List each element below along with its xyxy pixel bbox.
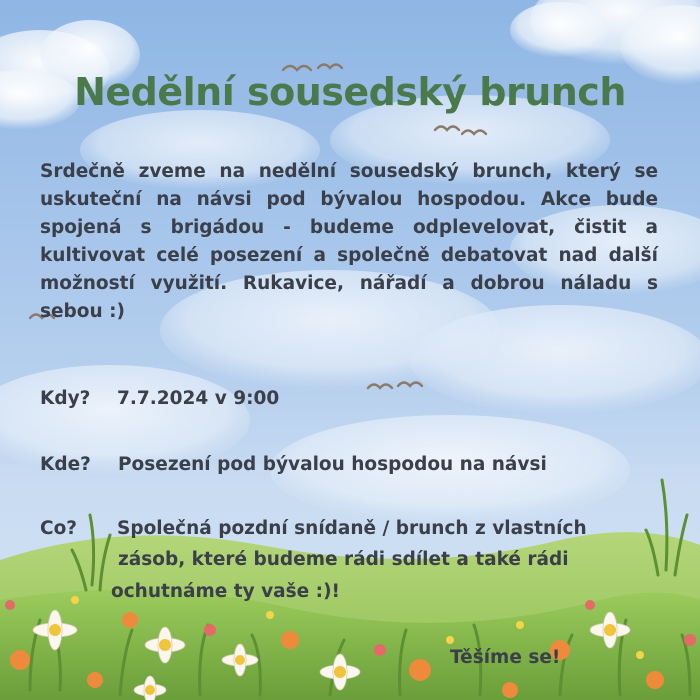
what-line: ochutnáme ty vaše :)! xyxy=(111,581,340,602)
when-value: 7.7.2024 v 9:00 xyxy=(117,388,280,409)
what-label: Co? xyxy=(40,518,78,539)
when-label: Kdy? xyxy=(40,388,91,409)
where-value: Posezení pod bývalou hospodou na návsi xyxy=(118,454,547,475)
poster-title: Nedělní sousedský brunch xyxy=(74,70,626,114)
what-line: Společná pozdní snídaně / brunch z vlastních xyxy=(117,518,587,539)
where-label: Kde? xyxy=(40,454,91,475)
closing-text: Těšíme se! xyxy=(450,647,561,668)
what-line: zásob, které budeme rádi sdílet a také rádi xyxy=(118,549,569,570)
invitation-text: Srdečně zveme na nedělní sousedský brunch, který se uskuteční na návsi pod bývalou hospodou. Akce bude spojená s brigádou - budeme odplevelovat, čistit a kultivovat celé posezení a společně debatovat nad další možností využití. Rukavice, nářadí a dobrou náladu s sebou :) xyxy=(40,161,658,322)
